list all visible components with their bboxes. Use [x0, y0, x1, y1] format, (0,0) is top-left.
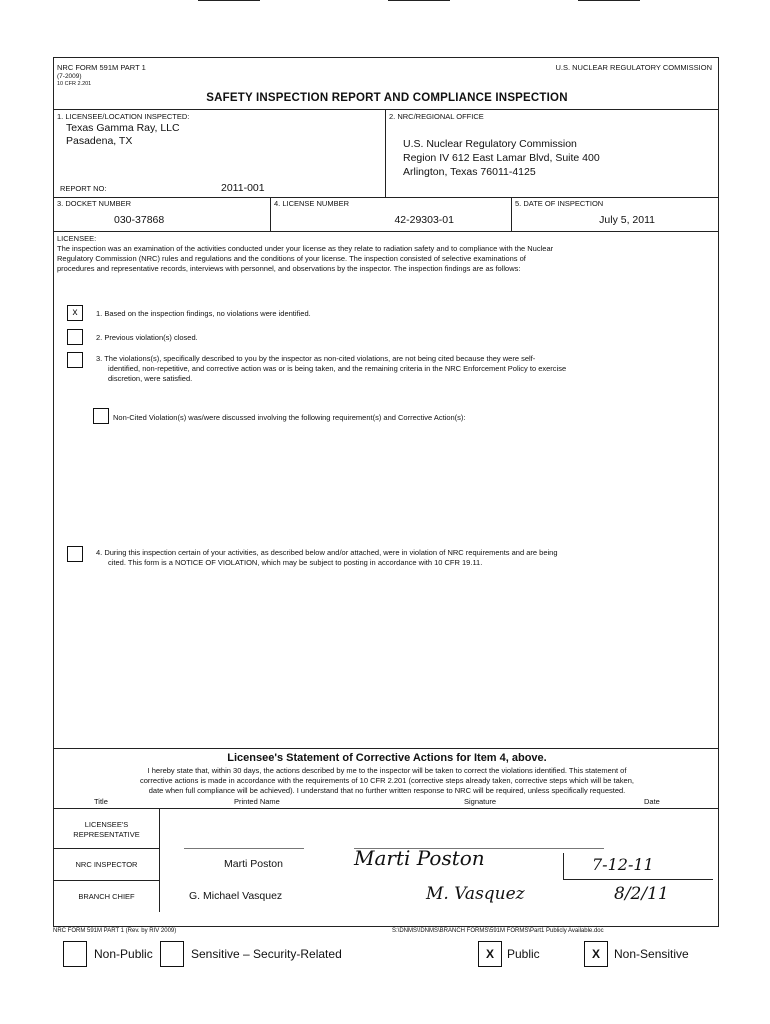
- row3-date: 8/2/11: [614, 884, 669, 904]
- date-label: 5. DATE OF INSPECTION: [515, 199, 604, 208]
- top-rule-2: [388, 0, 450, 1]
- intro-line-3: procedures and representative records, interviews with personnel, and observations by the inspector. The inspection findings are as follows:: [57, 264, 521, 273]
- report-no-label: REPORT NO:: [60, 184, 107, 193]
- noncited-checkbox[interactable]: [93, 408, 109, 424]
- item4-line-2: cited. This form is a NOTICE OF VIOLATION, which may be subject to posting in accordance with 10 CFR 19.11.: [108, 558, 483, 567]
- non-public-label: Non-Public: [94, 947, 153, 961]
- form-cfr: 10 CFR 2.201: [57, 81, 92, 87]
- row2-title: NRC INSPECTOR: [75, 860, 138, 869]
- statement-heading: Licensee's Statement of Corrective Actions for Item 4, above.: [227, 752, 547, 764]
- form-title: NRC FORM 591M PART 1: [57, 63, 146, 72]
- noncited-text: Non-Cited Violation(s) was/were discussed involving the following requirement(s) and Corrective Action(s):: [113, 413, 466, 422]
- header-date: Date: [644, 797, 660, 806]
- regional-office-line3: Arlington, Texas 76011-4125: [403, 166, 536, 178]
- sensitive-checkbox[interactable]: [160, 941, 184, 967]
- regional-office-line1: U.S. Nuclear Regulatory Commission: [403, 138, 577, 150]
- header-title: Title: [94, 797, 108, 806]
- licensee-label: LICENSEE:: [57, 234, 97, 243]
- row3-name: G. Michael Vasquez: [189, 890, 283, 902]
- intro-line-1: The inspection was an examination of the activities conducted under your license as they relate to radiation safety and to compliance with the Nuclear: [57, 244, 554, 253]
- form-date-code: (7-2009): [57, 73, 82, 80]
- licensee-city: Pasadena, TX: [66, 135, 133, 147]
- item3-checkbox[interactable]: [67, 352, 83, 368]
- item4-line-1: 4. During this inspection certain of your activities, as described below and/or attached, were in violation of NRC requirements and are being: [96, 548, 558, 557]
- license-label: 4. LICENSE NUMBER: [274, 199, 350, 208]
- row3-signature: M. Vasquez: [426, 884, 525, 904]
- top-rule-3: [578, 0, 640, 1]
- non-sensitive-checkbox[interactable]: X: [584, 941, 608, 967]
- licensee-name: Texas Gamma Ray, LLC: [66, 122, 180, 134]
- item1-checkbox[interactable]: x: [67, 305, 83, 321]
- item3-line-1: 3. The violations(s), specifically described to you by the inspector as non-cited violations, are not being cited because they were self-: [96, 354, 536, 363]
- top-rule-1: [198, 0, 260, 1]
- statement-line-2: corrective actions is made in accordance with the requirements of 10 CFR 2.201 (corrective steps already taken, corrective steps which will be taken,: [140, 776, 634, 785]
- docket-number: 030-37868: [114, 214, 165, 226]
- statement-line-1: I hereby state that, within 30 days, the actions described by me to the inspector will be taken to correct the violations identified. This statement of: [147, 766, 627, 775]
- row2-date: 7-12-11: [592, 855, 654, 874]
- header-printed-name: Printed Name: [234, 797, 280, 806]
- item3-line-2: identified, non-repetitive, and corrective action was or is being taken, and the remaining criteria in the NRC Enforcement Policy to exercise: [108, 364, 567, 373]
- license-number: 42-29303-01: [394, 214, 454, 226]
- inspection-form: [53, 57, 719, 927]
- sensitive-label: Sensitive – Security-Related: [191, 947, 342, 961]
- row1-title: LICENSEE'S REPRESENTATIVE: [73, 820, 140, 839]
- header-signature: Signature: [464, 797, 497, 806]
- agency-name: U.S. NUCLEAR REGULATORY COMMISSION: [555, 63, 712, 72]
- inspection-date: July 5, 2011: [599, 214, 655, 226]
- item2-text: 2. Previous violation(s) closed.: [96, 333, 198, 342]
- report-no: 2011-001: [221, 182, 265, 194]
- docket-label: 3. DOCKET NUMBER: [57, 199, 132, 208]
- non-sensitive-label: Non-Sensitive: [614, 947, 689, 961]
- public-checkbox[interactable]: X: [478, 941, 502, 967]
- non-public-checkbox[interactable]: [63, 941, 87, 967]
- item1-text: 1. Based on the inspection findings, no violations were identified.: [96, 309, 311, 318]
- statement-line-3: date when full compliance will be achieved). I understand that no further written response to NRC will be required, unless specifically requested.: [148, 786, 626, 795]
- item3-line-3: discretion, were satisfied.: [108, 374, 193, 383]
- form-heading: SAFETY INSPECTION REPORT AND COMPLIANCE INSPECTION: [206, 92, 568, 104]
- row2-signature: Marti Poston: [354, 846, 485, 870]
- regional-office-line2: Region IV 612 East Lamar Blvd, Suite 400: [403, 152, 600, 164]
- item2-checkbox[interactable]: [67, 329, 83, 345]
- public-label: Public: [507, 947, 540, 961]
- row3-title: BRANCH CHIEF: [78, 892, 135, 901]
- footer-right: S:\DNMS\!DNMS\BRANCH FORMS\591M FORMS\Part1 Publicly Available.doc: [392, 928, 604, 934]
- row2-name: Marti Poston: [224, 858, 283, 870]
- item4-checkbox[interactable]: [67, 546, 83, 562]
- licensee-location-label: 1. LICENSEE/LOCATION INSPECTED:: [57, 112, 190, 121]
- intro-line-2: Regulatory Commission (NRC) rules and regulations and the conditions of your license. The inspection consisted of selective examinations of: [57, 254, 526, 263]
- regional-office-label: 2. NRC/REGIONAL OFFICE: [389, 112, 484, 121]
- footer-left: NRC FORM 591M PART 1 (Rev. by RIV 2009): [53, 928, 177, 934]
